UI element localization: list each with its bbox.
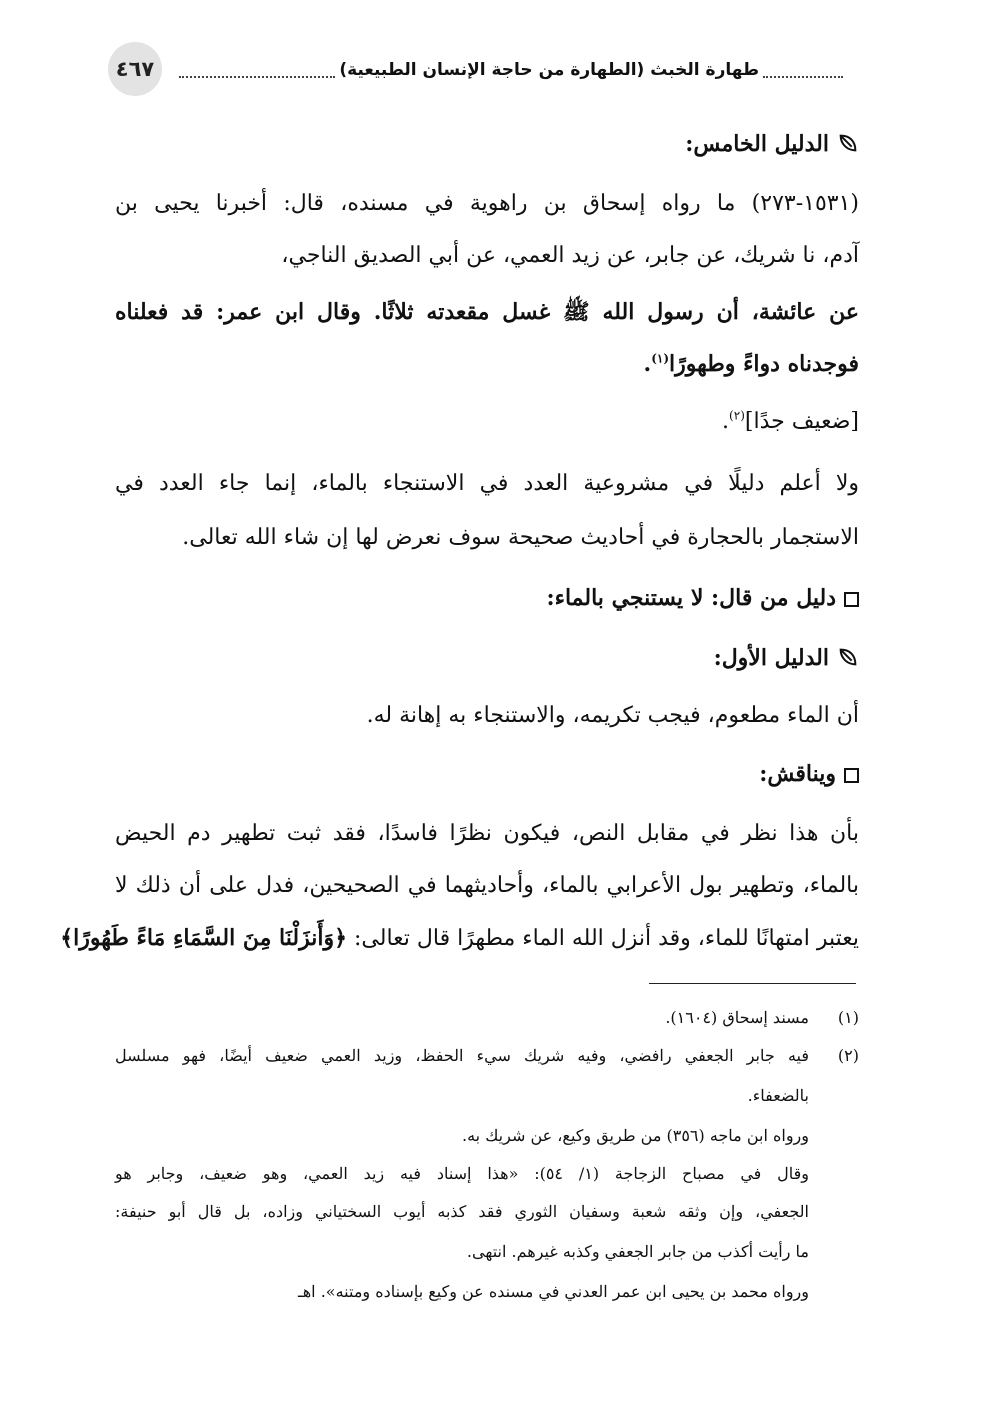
footnote-text: بالضعفاء. — [747, 1086, 809, 1105]
hadith-grade — [722, 406, 859, 438]
footnote-number: (١) — [837, 1008, 859, 1027]
box-icon — [844, 592, 859, 607]
footnote-separator — [649, 983, 856, 984]
footnote-number: (٢) — [837, 1046, 859, 1065]
box-icon — [844, 768, 859, 783]
running-header — [175, 54, 847, 86]
heading-fifth-evidence — [685, 128, 859, 160]
paragraph-line: (١٥٣١-٢٧٣) ما رواه إسحاق بن راهوية في مسنده، قال: أخبرنا يحيى بن — [115, 191, 859, 216]
footnote-text: ورواه ابن ماجه (٣٥٦) من طريق وكيع، عن شريك به. — [461, 1126, 809, 1145]
footnote-text: الجعفي، وإن وثقه شعبة وسفيان الثوري فقد كذبه أيوب السختياني وزاده، بل قال أبو حنيفة: — [115, 1202, 809, 1221]
footnote-text: ورواه محمد بن يحيى ابن عمر العدني في مسنده عن وكيع بإسناده ومتنه». اهـ — [298, 1282, 809, 1301]
footnote-text: ما رأيت أكذب من جابر الجعفي وكذبه غيرهم. انتهى. — [466, 1242, 809, 1261]
hadith-line — [644, 348, 859, 380]
heading-first-evidence — [714, 642, 859, 674]
paragraph-line: بالماء، وتطهير بول الأعرابي بالماء، وأحاديثهما في الصحيحين، فدل على أن ذلك لا — [115, 873, 859, 898]
paragraph-line: الاستجمار بالحجارة في أحاديث صحيحة سوف نعرض لها إن شاء الله تعالى. — [182, 525, 859, 550]
footnote-ref: (٢) — [729, 408, 745, 423]
heading-text: الدليل الخامس: — [685, 131, 829, 157]
footnote-text: وقال في مصباح الزجاجة (١/ ٥٤): «هذا إسناد فيه زيد العمي، وهو ضعيف، وجابر هو — [115, 1164, 809, 1183]
grade-end: . — [722, 409, 730, 434]
paragraph-line: ولا أعلم دليلًا في مشروعية العدد في الاستنجاء بالماء، إنما جاء العدد في — [115, 471, 859, 496]
heading-text: الدليل الأول: — [713, 645, 829, 671]
paragraph-line: بأن هذا نظر في مقابل النص، فيكون نظرًا فاسدًا، فقد ثبت تطهير دم الحيض — [115, 821, 859, 846]
hadith-line: عن عائشة، أن رسول الله ﷺ غسل مقعدته ثلاثًا. وقال ابن عمر: قد فعلناه — [115, 299, 859, 325]
paragraph-line — [60, 922, 859, 955]
section-heading — [547, 582, 859, 614]
grade-text: [ضعيف جدًا] — [744, 409, 859, 434]
footnote-text: فيه جابر الجعفي رافضي، وفيه شريك سيء الحفظ، وزيد العمي ضعيف أيضًا، فهو مسلسل — [115, 1046, 809, 1065]
header-dots-right — [763, 62, 843, 78]
footnote-ref: (١) — [651, 351, 670, 366]
heading-text: ويناقش: — [759, 761, 836, 787]
header-dots-left — [179, 62, 335, 78]
page-number: ٤٦٧ — [115, 57, 155, 81]
running-header-title: طهارة الخبث (الطهارة من حاجة الإنسان الطبيعية) — [339, 60, 759, 80]
quran-verse: ﴿وَأَنزَلْنَا مِنَ السَّمَاءِ مَاءً طَهُورًا﴾ — [60, 925, 347, 951]
paragraph-line: أن الماء مطعوم، فيجب تكريمه، والاستنجاء به إهانة له. — [366, 703, 859, 728]
page-number-badge — [108, 42, 162, 96]
footnote-text: مسند إسحاق (١٦٠٤). — [665, 1008, 809, 1027]
paragraph-text: يعتبر امتهانًا للماء، وقد أنزل الله الماء مطهرًا قال تعالى: — [354, 926, 859, 951]
heading-discussion — [759, 758, 859, 790]
paragraph-line: آدم، نا شريك، عن جابر، عن زيد العمي، عن أبي الصديق الناجي، — [281, 243, 859, 268]
leaf-icon — [837, 132, 859, 154]
hadith-end: . — [643, 351, 652, 377]
section-heading-text: دليل من قال: لا يستنجي بالماء: — [546, 585, 836, 611]
leaf-icon — [837, 646, 859, 668]
hadith-text: فوجدناه دواءً وطهورًا — [669, 351, 859, 377]
